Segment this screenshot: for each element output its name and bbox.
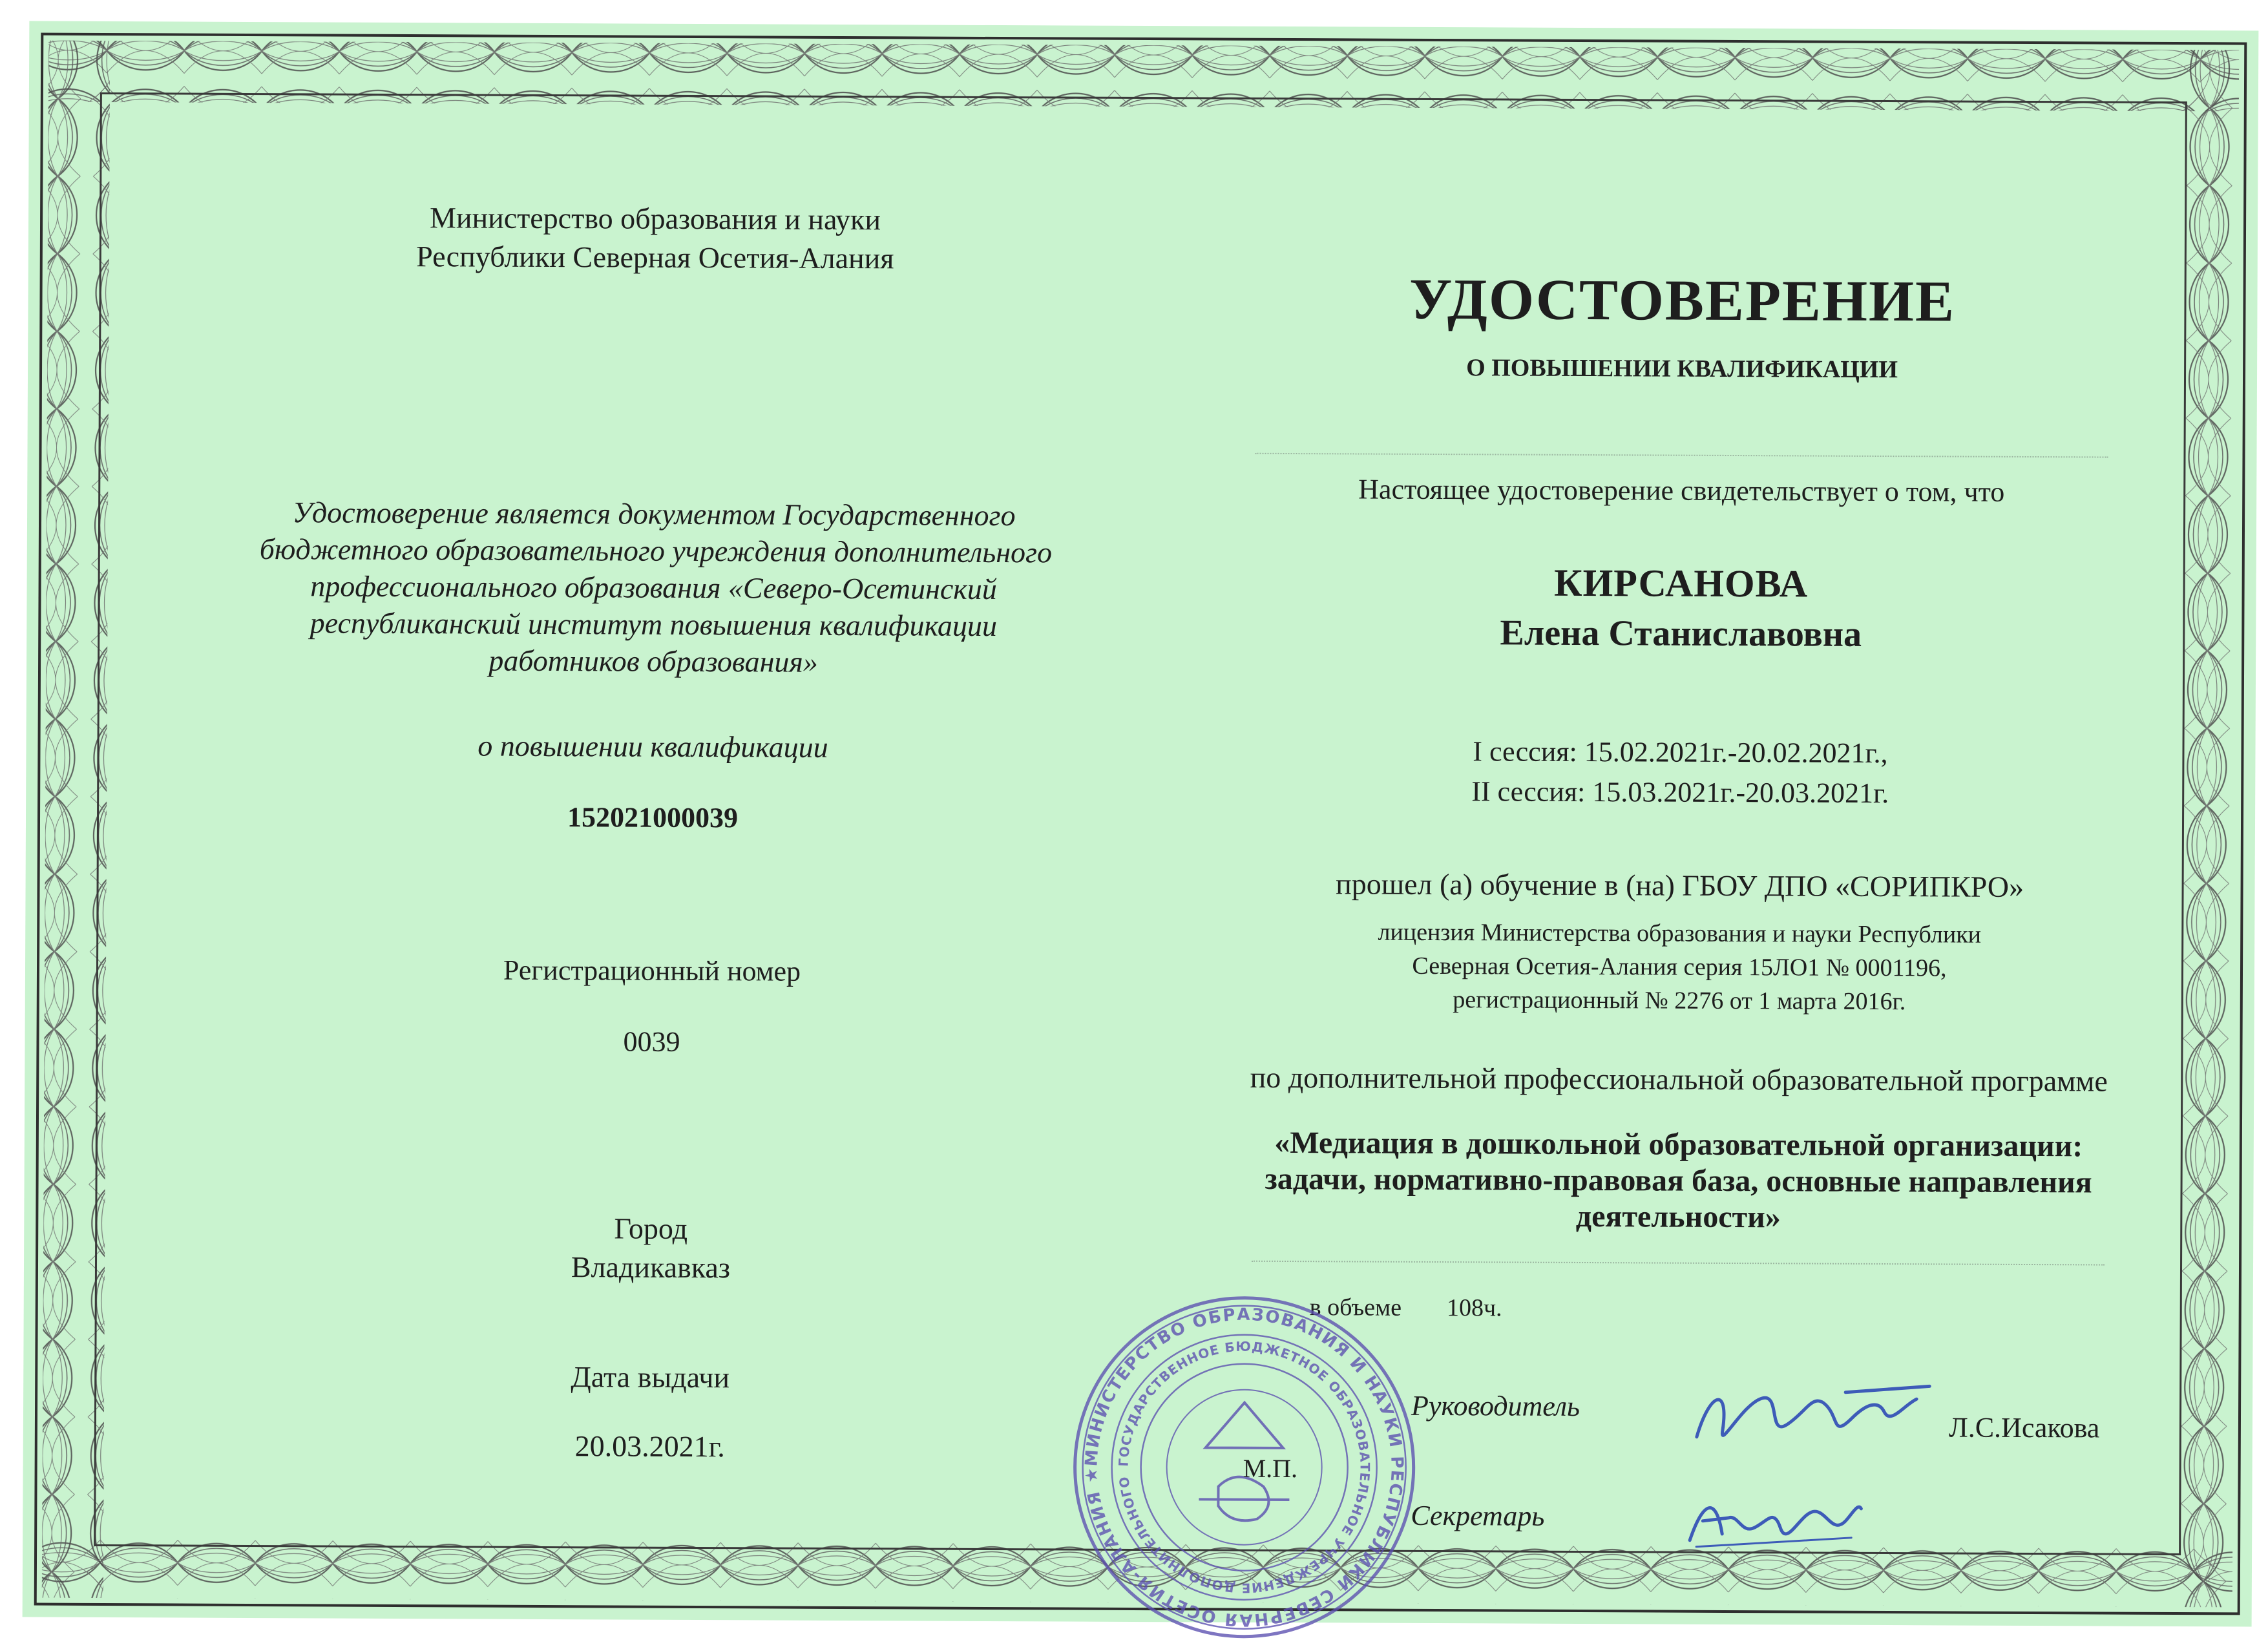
session-line: II сессия: 15.03.2021г.-20.03.2021г. (1471, 775, 1889, 810)
training-institution: прошел (а) обучение в (на) ГБОУ ДПО «СОРИПКРО» (1336, 867, 2024, 903)
left-subtitle: о повышении квалификации (478, 729, 828, 764)
seal-placeholder-label: М.П. (1243, 1453, 1298, 1484)
ministry-line: Министерство образования и науки (429, 201, 881, 236)
certifies-text: Настоящее удостоверение свидетельствует о том, что (1358, 473, 2005, 508)
program-title-line: «Медиация в дошкольной образовательной организации: (1274, 1125, 2083, 1164)
secretary-label: Секретарь (1411, 1499, 1545, 1532)
description-line: работников образования» (488, 644, 818, 678)
document-title: УДОСТОВЕРЕНИЕ (1409, 267, 1956, 334)
registration-number: 0039 (623, 1025, 680, 1058)
city-value: Владикавказ (571, 1250, 731, 1285)
secretary-signature (1677, 1476, 1871, 1560)
session-line: I сессия: 15.02.2021г.-20.02.2021г., (1473, 735, 1888, 770)
issue-date-value: 20.03.2021г. (574, 1429, 725, 1464)
program-intro: по дополнительной профессиональной образовательной программе (1250, 1060, 2108, 1098)
certificate-description (259, 494, 1053, 681)
program-title (1200, 1124, 2157, 1237)
volume-label: в объеме (1309, 1294, 1402, 1321)
volume-hours: 108ч. (1446, 1294, 1502, 1322)
registration-label: Регистрационный номер (503, 954, 801, 987)
license-line: лицензия Министерства образования и науки Республики (1378, 918, 1982, 949)
head-label: Руководитель (1411, 1389, 1580, 1422)
license-line: регистрационный № 2276 от 1 марта 2016г. (1453, 986, 1906, 1016)
head-name: Л.С.Исакова (1948, 1411, 2100, 1444)
head-signature (1684, 1366, 1956, 1464)
license-block (1201, 914, 2158, 1019)
description-line: бюджетного образовательного учреждения дополнительного (259, 532, 1053, 569)
svg-text:МИНИСТЕРСТВО ОБРАЗОВАНИЯ И НАУ: МИНИСТЕРСТВО ОБРАЗОВАНИЯ И НАУКИ РЕСПУБЛИКИ СЕВЕРНАЯ ОСЕТИЯ-АЛАНИЯ ★ (1082, 1305, 1407, 1630)
description-line: республиканский институт повышения квалификации (310, 606, 998, 643)
description-line: Удостоверение является документом Государственного (292, 496, 1016, 532)
sessions-block (1202, 730, 2159, 814)
svg-text:ГОСУДАРСТВЕННОЕ БЮДЖЕТНОЕ ОБРА: ГОСУДАРСТВЕННОЕ БЮДЖЕТНОЕ ОБРАЗОВАТЕЛЬНОЕ УЧРЕЖДЕНИЕ ДОПОЛНИТЕЛЬНОГО (1115, 1338, 1373, 1596)
document-subtitle: О ПОВЫШЕНИИ КВАЛИФИКАЦИИ (1466, 354, 1898, 384)
certificate-number: 152021000039 (567, 801, 739, 834)
holder-given-name: Елена Станиславовна (1500, 613, 1862, 655)
city-label: Город (614, 1212, 688, 1245)
program-title-line: задачи, нормативно-правовая база, основные направления (1265, 1161, 2092, 1200)
city-block (257, 1208, 1045, 1288)
issue-date-label: Дата выдачи (571, 1360, 730, 1394)
ministry-line: Республики Северная Осетия-Алания (416, 240, 894, 275)
license-line: Северная Осетия-Алания серия 15ЛО1 № 0001196, (1412, 952, 1947, 982)
description-line: профессионального образования «Северо-Осетинский (310, 569, 997, 606)
ministry-name (261, 198, 1050, 278)
program-title-line: деятельности» (1575, 1199, 1781, 1235)
certificate-paper (23, 21, 2259, 1630)
holder-surname: КИРСАНОВА (1553, 561, 1809, 605)
